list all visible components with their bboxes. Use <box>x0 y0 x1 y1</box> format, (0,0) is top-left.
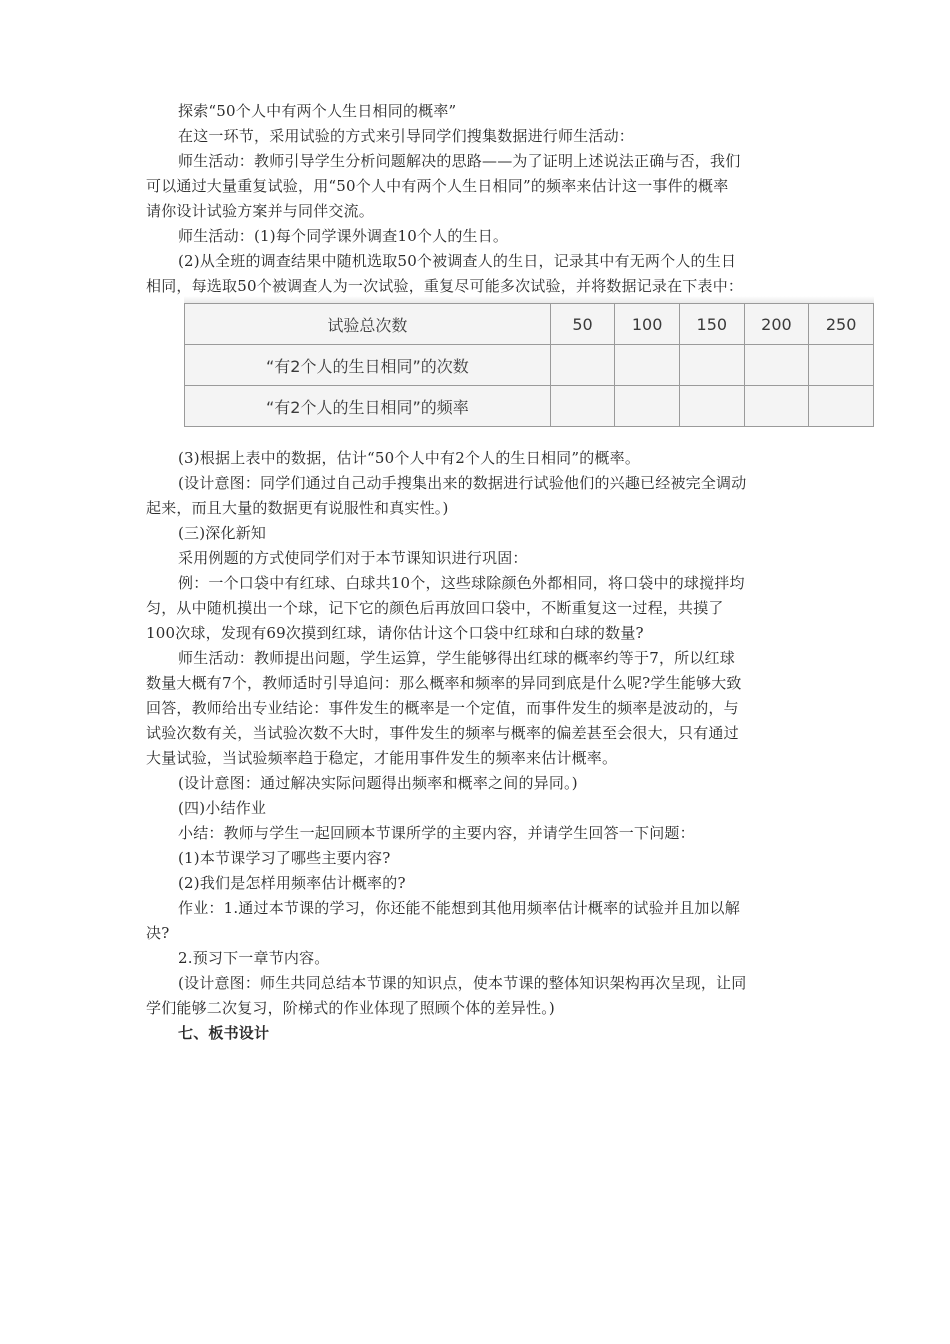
table-row <box>185 304 874 345</box>
table-cell: 250 <box>809 304 874 345</box>
paragraph-line: 匀，从中随机摸出一个球，记下它的颜色后再放回口袋中，不断重复这一过程，共摸了 <box>146 599 724 617</box>
paragraph-line: 在这一环节，采用试验的方式来引导同学们搜集数据进行师生活动： <box>178 127 635 145</box>
paragraph-line: (2)从全班的调查结果中随机选取50个被调查人的生日，记录其中有无两个人的生日 <box>178 252 737 270</box>
paragraph-line: (3)根据上表中的数据，估计“50个人中有2个人的生日相同”的概率。 <box>178 449 641 467</box>
paragraph-line: 师生活动：(1)每个同学课外调查10个人的生日。 <box>178 227 509 245</box>
table-cell <box>744 345 809 386</box>
data-table <box>184 303 874 427</box>
table-cell <box>809 345 874 386</box>
paragraph-line: (设计意图：同学们通过自己动手搜集出来的数据进行试验他们的兴趣已经被完全调动 <box>178 474 747 492</box>
paragraph-line: 作业：1.通过本节课的学习，你还能不能想到其他用频率估计概率的试验并且加以解 <box>178 899 740 917</box>
paragraph-line: 请你设计试验方案并与同伴交流。 <box>146 202 375 220</box>
paragraph-line: 起来，而且大量的数据更有说服性和真实性。) <box>146 499 449 517</box>
paragraph-line: (2)我们是怎样用频率估计概率的? <box>178 874 406 892</box>
table-cell <box>679 386 744 427</box>
paragraph-line: (三)深化新知 <box>178 524 267 542</box>
paragraph-line: 师生活动：教师引导学生分析问题解决的思路——为了证明上述说法正确与否，我们 <box>178 152 741 170</box>
paragraph-line: 小结：教师与学生一起回顾本节课所学的主要内容，并请学生回答一下问题： <box>178 824 695 842</box>
paragraph-line: 探索“50个人中有两个人生日相同的概率” <box>178 102 457 120</box>
paragraph-line: (设计意图：通过解决实际问题得出频率和概率之间的异同。) <box>178 774 578 792</box>
table-cell <box>550 345 615 386</box>
table-cell: 200 <box>744 304 809 345</box>
table-cell: 150 <box>679 304 744 345</box>
paragraph-line: 回答，教师给出专业结论：事件发生的概率是一个定值，而事件发生的频率是波动的，与 <box>146 699 739 717</box>
table-cell <box>615 386 680 427</box>
table-cell <box>679 345 744 386</box>
table-cell: 100 <box>615 304 680 345</box>
table-row-header: “有2个人的生日相同”的次数 <box>185 345 551 386</box>
table-row <box>185 386 874 427</box>
paragraph-line: (设计意图：师生共同总结本节课的知识点，使本节课的整体知识架构再次呈现，让同 <box>178 974 747 992</box>
section-heading: 七、板书设计 <box>178 1024 270 1042</box>
table-cell <box>809 386 874 427</box>
table-cell <box>744 386 809 427</box>
table-row-header: “有2个人的生日相同”的频率 <box>185 386 551 427</box>
paragraph-line: 相同，每选取50个被调查人为一次试验，重复尽可能多次试验，并将数据记录在下表中： <box>146 277 744 295</box>
table-cell: 50 <box>550 304 615 345</box>
table-row-header: 试验总次数 <box>185 304 551 345</box>
paragraph-line: 决? <box>146 924 170 942</box>
paragraph-line: (四)小结作业 <box>178 799 267 817</box>
paragraph-line: 2.预习下一章节内容。 <box>178 949 330 967</box>
paragraph-line: 可以通过大量重复试验，用“50个人中有两个人生日相同”的频率来估计这一事件的概率 <box>146 177 729 195</box>
paragraph-line: (1)本节课学习了哪些主要内容? <box>178 849 391 867</box>
table-cell <box>615 345 680 386</box>
paragraph-line: 试验次数有关，当试验次数不大时，事件发生的频率与概率的偏差甚至会很大，只有通过 <box>146 724 739 742</box>
paragraph-line: 大量试验，当试验频率趋于稳定，才能用事件发生的频率来估计概率。 <box>146 749 618 767</box>
paragraph-line: 例：一个口袋中有红球、白球共10个，这些球除颜色外都相同，将口袋中的球搅拌均 <box>178 574 745 592</box>
table-row <box>185 345 874 386</box>
paragraph-line: 学们能够二次复习，阶梯式的作业体现了照顾个体的差异性。) <box>146 999 555 1017</box>
paragraph-line: 采用例题的方式使同学们对于本节课知识进行巩固： <box>178 549 528 567</box>
paragraph-line: 数量大概有7个，教师适时引导追问：那么概率和频率的异同到底是什么呢?学生能够大致 <box>146 674 742 692</box>
paragraph-line: 100次球，发现有69次摸到红球，请你估计这个口袋中红球和白球的数量? <box>146 624 644 642</box>
table-cell <box>550 386 615 427</box>
paragraph-line: 师生活动：教师提出问题，学生运算，学生能够得出红球的概率约等于7，所以红球 <box>178 649 735 667</box>
